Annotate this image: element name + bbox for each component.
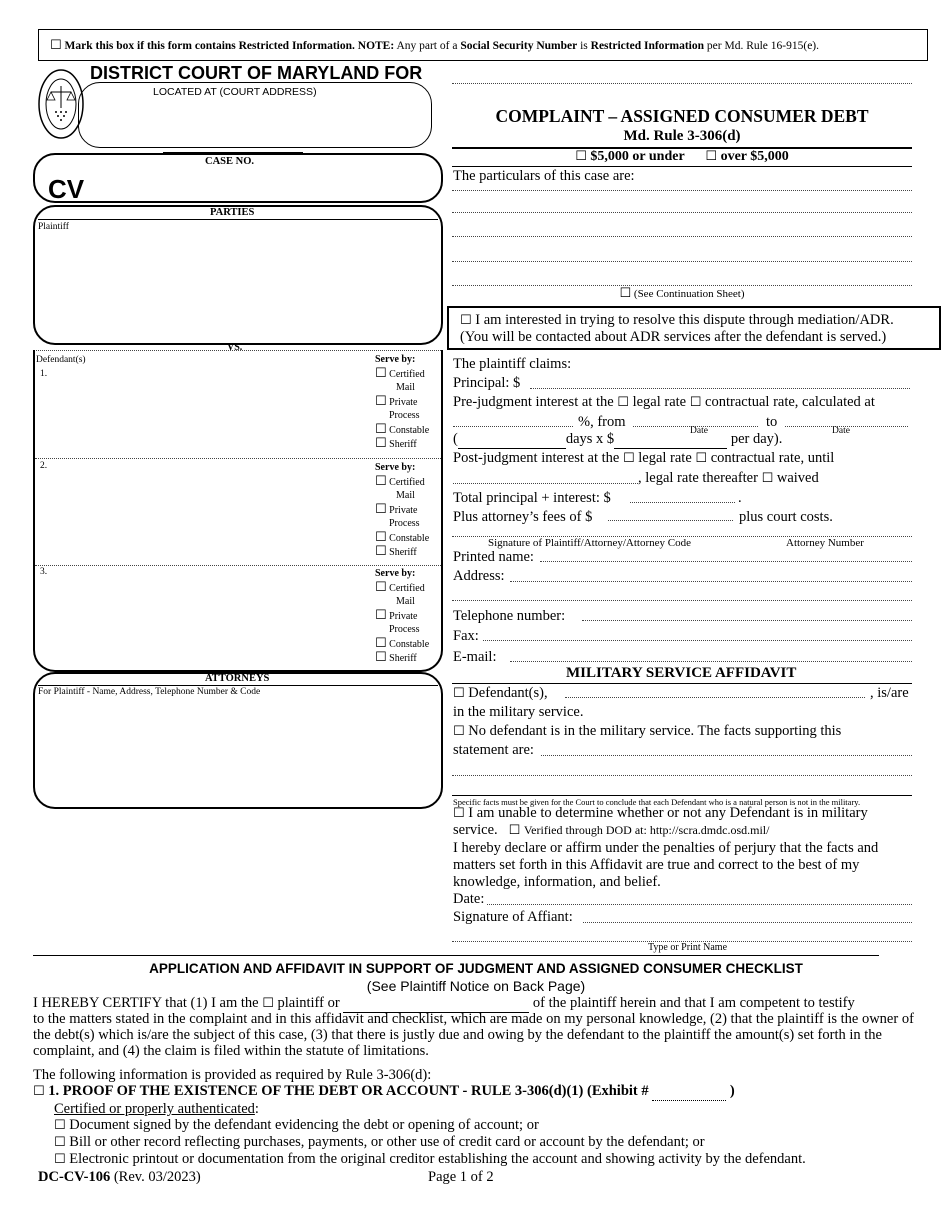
post-legal-rate-checkbox[interactable]: ☐ — [622, 451, 635, 466]
certify-text: of the plaintiff herein and that I am competent to testify — [532, 995, 855, 1011]
note-text: Any part of a — [396, 40, 458, 52]
proof-item-2 — [54, 1134, 705, 1151]
until-date-field[interactable] — [453, 483, 638, 484]
defendants-military-label: Defendant(s), — [468, 685, 548, 701]
principal-field[interactable] — [530, 388, 910, 389]
constable-checkbox[interactable]: ☐ — [375, 421, 387, 437]
serve-by-label: Serve by: — [375, 462, 416, 473]
prejudgment-label: Pre-judgment interest at the — [453, 394, 614, 410]
affiant-signature-field[interactable] — [583, 922, 912, 923]
legal-thereafter-line — [638, 470, 819, 487]
continuation-sheet — [452, 286, 912, 301]
proof-item-2-checkbox[interactable]: ☐ — [54, 1135, 66, 1150]
serve-option: Constable — [389, 532, 430, 544]
serve-by-3 — [375, 567, 429, 666]
telephone-label: Telephone number: — [453, 608, 566, 624]
form-revision: (Rev. 03/2023) — [113, 1169, 201, 1185]
adr-checkbox[interactable]: ☐ — [460, 313, 472, 328]
claims-intro: The plaintiff claims: — [453, 356, 572, 372]
application-subtitle: (See Plaintiff Notice on Back Page) — [366, 978, 586, 994]
serve-by-label: Serve by: — [375, 568, 416, 579]
statement-field-2[interactable] — [452, 775, 912, 776]
serve-option: Constable — [389, 424, 430, 436]
address-field[interactable] — [510, 581, 912, 582]
type-print-caption: Type or Print Name — [648, 942, 728, 953]
open-paren: ( — [453, 431, 458, 447]
legal-thereafter-label: , legal rate thereafter — [638, 470, 758, 486]
restricted-info-text — [50, 38, 819, 53]
to-label: to — [766, 414, 778, 430]
over-5000-checkbox[interactable]: ☐ — [705, 149, 718, 164]
proof-item-1-label: Document signed by the defendant evidencing the debt or opening of account; or — [69, 1117, 539, 1133]
legal-rate-label: legal rate — [638, 450, 692, 466]
info-required: The following information is provided as required by Rule 3-306(d): — [33, 1067, 432, 1083]
form-id-footer — [38, 1169, 201, 1186]
application-title: APPLICATION AND AFFIDAVIT IN SUPPORT OF JUDGMENT AND ASSIGNED CONSUMER CHECKLIST — [149, 961, 803, 976]
restricted-checkbox-label: Mark this box if this form contains Restricted Information. — [64, 40, 355, 52]
complaint-rule: Md. Rule 3-306(d) — [623, 128, 741, 144]
telephone-field[interactable] — [582, 620, 912, 621]
unable-line — [453, 805, 868, 822]
serve-option: Mail — [396, 490, 415, 501]
proof-heading-text: 1. PROOF OF THE EXISTENCE OF THE DEBT OR ACCOUNT - RULE 3-306(d)(1) (Exhibit # — [48, 1083, 649, 1099]
per-day-amount-field[interactable] — [614, 431, 727, 449]
email-label: E-mail: — [453, 649, 497, 665]
vs-label: VS. — [227, 342, 243, 353]
defendant-3-number: 3. — [40, 567, 48, 577]
proof-close-paren: ) — [729, 1083, 735, 1099]
form-id: DC-CV-106 — [38, 1169, 111, 1185]
dod-verified-label: Verified through DOD at: http://scra.dmdc.osd.mil/ — [523, 823, 770, 837]
pre-legal-rate-checkbox[interactable]: ☐ — [617, 395, 629, 410]
total-period: . — [738, 490, 742, 506]
attorneys-header: ATTORNEYS — [205, 673, 270, 684]
legal-rate-label: legal rate — [632, 394, 687, 410]
affidavit-date-field[interactable] — [487, 904, 912, 905]
waived-label: waived — [776, 470, 819, 486]
address-field-2[interactable] — [452, 600, 912, 601]
defendant-1-number: 1. — [40, 369, 48, 379]
rate-percent-field[interactable] — [453, 426, 573, 427]
exhibit-number-field[interactable] — [652, 1083, 726, 1101]
serve-option: Process — [389, 624, 420, 635]
note-ssn: Social Security Number — [460, 40, 578, 52]
adr-line-1 — [460, 312, 894, 329]
serve-by-1 — [375, 353, 429, 452]
in-service-label: in the military service. — [453, 704, 584, 720]
over-5000-label: over $5,000 — [720, 149, 789, 164]
note-label: NOTE: — [357, 40, 395, 52]
certify-text: I HEREBY CERTIFY that (1) I am the — [33, 995, 259, 1011]
sheriff-checkbox[interactable]: ☐ — [375, 436, 387, 451]
attorney-fees-field[interactable] — [608, 520, 733, 521]
serve-option: Process — [389, 518, 420, 529]
sheriff-checkbox[interactable]: ☐ — [375, 544, 387, 559]
signature-caption: Signature of Plaintiff/Attorney/Attorney Code — [488, 537, 691, 549]
private-process-checkbox[interactable]: ☐ — [375, 393, 387, 409]
proof-item-3-checkbox[interactable]: ☐ — [54, 1152, 66, 1167]
constable-checkbox[interactable]: ☐ — [375, 529, 387, 545]
note-rule: per Md. Rule 16-915(e). — [706, 40, 820, 52]
serve-option: Mail — [396, 596, 415, 607]
specific-facts-caption: Specific facts must be given for the Court to conclude that each Defendant who is a natural person is not in the military. — [453, 797, 861, 807]
proof-item-1-checkbox[interactable]: ☐ — [54, 1118, 66, 1133]
particulars-label: The particulars of this case are: — [453, 168, 635, 184]
serve-option: Certified — [389, 368, 425, 380]
service-label: service. — [453, 822, 498, 838]
serve-option: Private — [389, 396, 418, 408]
postjudgment-label: Post-judgment interest at the — [453, 450, 620, 466]
serve-by-2 — [375, 461, 429, 560]
proof-item-3-label: Electronic printout or documentation from the original creditor establishing the account and showing activity by the defendant. — [69, 1151, 806, 1167]
note-restricted: Restricted Information — [590, 40, 705, 52]
page-number: Page 1 of 2 — [428, 1169, 494, 1185]
to-date-caption: Date — [832, 426, 850, 436]
prejudgment-line — [453, 394, 875, 411]
serve-option: Certified — [389, 582, 425, 594]
is-are-label: , is/are — [870, 685, 909, 701]
under-5000-label: $5,000 or under — [590, 149, 685, 164]
no-defendant-line — [453, 723, 841, 740]
printed-name-field[interactable] — [540, 561, 912, 562]
private-process-checkbox[interactable]: ☐ — [375, 501, 387, 517]
serve-option: Sheriff — [389, 653, 417, 664]
contractual-rate-label: contractual rate, calculated at — [705, 394, 875, 410]
postjudgment-line — [453, 450, 834, 467]
pre-contractual-rate-checkbox[interactable]: ☐ — [689, 395, 702, 410]
case-number-label: CASE NO. — [205, 156, 255, 167]
contractual-until-label: contractual rate, until — [710, 450, 835, 466]
case-prefix: CV — [48, 174, 85, 204]
serve-by-label: Serve by: — [375, 354, 416, 365]
proof-heading — [33, 1083, 735, 1101]
address-label: Address: — [453, 568, 505, 584]
serve-option: Private — [389, 610, 418, 622]
proof-item-2-label: Bill or other record reflecting purchases, payments, or other use of credit card or account by the defendant; or — [69, 1134, 705, 1150]
email-field[interactable] — [510, 661, 912, 662]
private-process-checkbox[interactable]: ☐ — [375, 607, 387, 623]
certified-auth-line — [54, 1101, 259, 1118]
certify-body: to the matters stated in the complaint and in this affidavit and checklist, which are made on my personal knowledge, (2) that the plaintiff is the owner of the debt(s) which is/are the subject of this case, (3) that there is justly due and owing by the defendant to the plaintiff the amount(s) set forth in the complaint, and (4) the claim is filed within the statute of limitations. — [33, 1011, 914, 1059]
certified-auth-label: Certified or properly authenticated — [54, 1101, 255, 1117]
defendant-2-number: 2. — [40, 461, 48, 471]
defendants-label: Defendant(s) — [36, 355, 86, 365]
per-day-label: per day). — [730, 431, 783, 447]
statement-field[interactable] — [541, 755, 912, 756]
parties-header: PARTIES — [210, 207, 255, 218]
court-costs-label: plus court costs. — [739, 509, 833, 525]
statement-label: statement are: — [453, 742, 534, 758]
printed-name-label: Printed name: — [453, 549, 534, 565]
service-line — [453, 822, 769, 839]
total-label: Total principal + interest: $ — [453, 490, 611, 506]
plaintiff-box[interactable] — [33, 205, 443, 345]
adr-text: I am interested in trying to resolve this dispute through mediation/ADR. — [475, 312, 894, 328]
unable-determine-checkbox[interactable]: ☐ — [453, 806, 465, 821]
days-field[interactable] — [458, 431, 566, 449]
principal-label: Principal: $ — [453, 375, 521, 391]
serve-option: Certified — [389, 476, 425, 488]
serve-option: Process — [389, 410, 420, 421]
waived-checkbox[interactable]: ☐ — [761, 471, 774, 486]
defendants-military-checkbox[interactable]: ☐ — [453, 686, 465, 701]
no-defendant-label: No defendant is in the military service. The facts supporting this — [468, 723, 842, 739]
serve-option: Private — [389, 504, 418, 516]
post-contractual-rate-checkbox[interactable]: ☐ — [695, 451, 708, 466]
no-defendant-military-checkbox[interactable]: ☐ — [453, 724, 465, 739]
court-title: DISTRICT COURT OF MARYLAND FOR — [90, 63, 423, 83]
serve-option: Mail — [396, 382, 415, 393]
plaintiff-label: Plaintiff — [38, 222, 69, 232]
fax-field[interactable] — [483, 640, 912, 641]
restricted-info-checkbox[interactable]: ☐ — [50, 38, 62, 53]
military-title: MILITARY SERVICE AFFIDAVIT — [566, 665, 797, 681]
certified-colon: : — [254, 1101, 259, 1117]
total-field[interactable] — [630, 502, 735, 503]
sheriff-checkbox[interactable]: ☐ — [375, 650, 387, 665]
serve-option: Constable — [389, 638, 430, 650]
adr-line-2: (You will be contacted about ADR services after the defendant is served.) — [460, 329, 887, 345]
certify-text: plaintiff or — [277, 995, 340, 1011]
proof-existence-checkbox[interactable]: ☐ — [33, 1084, 45, 1099]
days-line — [453, 431, 782, 449]
complaint-title: COMPLAINT – ASSIGNED CONSUMER DEBT — [495, 106, 869, 126]
continuation-checkbox[interactable]: ☐ — [619, 286, 632, 301]
under-5000-checkbox[interactable]: ☐ — [575, 149, 587, 164]
proof-item-3 — [54, 1151, 806, 1168]
from-date-caption: Date — [690, 426, 708, 436]
amount-options — [452, 149, 912, 165]
defendants-military-line — [453, 685, 548, 702]
proof-item-1 — [54, 1117, 539, 1134]
constable-checkbox[interactable]: ☐ — [375, 635, 387, 651]
certified-mail-checkbox[interactable]: ☐ — [375, 365, 387, 381]
attorney-number-caption: Attorney Number — [786, 537, 864, 549]
military-defendants-field[interactable] — [565, 697, 865, 698]
note-text: is — [580, 40, 588, 52]
dod-verified-checkbox[interactable]: ☐ — [508, 823, 521, 838]
days-x-label: days x $ — [565, 431, 615, 447]
located-at-label: LOCATED AT (COURT ADDRESS) — [153, 86, 317, 98]
serve-option: Sheriff — [389, 439, 417, 450]
unable-label: I am unable to determine whether or not any Defendant is in military — [468, 805, 868, 821]
attorney-fees-label: Plus attorney’s fees of $ — [453, 509, 593, 525]
percent-from-label: %, from — [578, 414, 626, 430]
affiant-signature-label: Signature of Affiant: — [453, 909, 573, 925]
affidavit-date-label: Date: — [453, 891, 485, 907]
fax-label: Fax: — [453, 628, 479, 644]
certified-mail-checkbox[interactable]: ☐ — [375, 473, 387, 489]
perjury-declaration: I hereby declare or affirm under the penalties of perjury that the facts and matters set forth in this Affidavit are true and correct to the best of my knowledge, information, and belief. — [453, 840, 879, 890]
certified-mail-checkbox[interactable]: ☐ — [375, 579, 387, 595]
continuation-label: (See Continuation Sheet) — [633, 288, 745, 300]
attorneys-for-plaintiff: For Plaintiff - Name, Address, Telephone Number & Code — [38, 687, 261, 697]
certify-plaintiff-checkbox[interactable]: ☐ — [262, 996, 274, 1011]
serve-option: Sheriff — [389, 547, 417, 558]
